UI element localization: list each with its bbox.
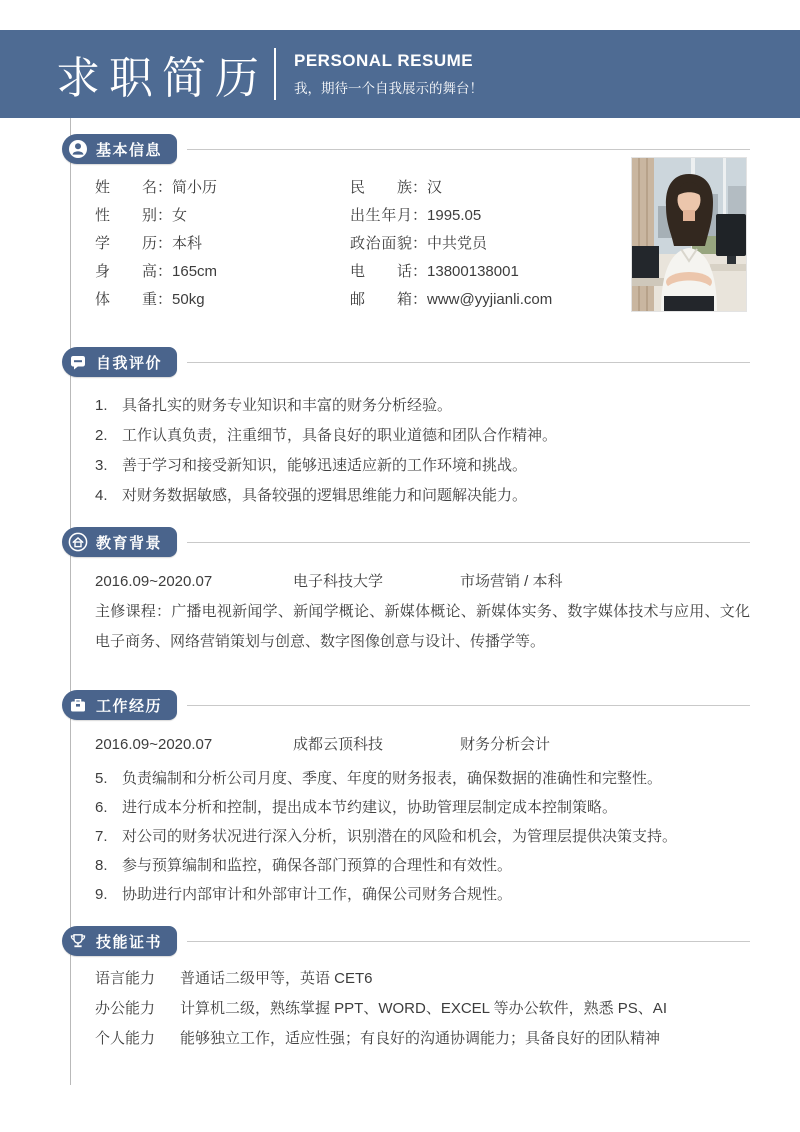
list-item <box>95 481 750 511</box>
education-date: 2016.09~2020.07 <box>95 573 213 590</box>
list-item <box>95 822 750 851</box>
list-number: 6. <box>95 799 108 816</box>
section-title: 工作经历 <box>96 697 163 715</box>
field-row: 身高：165cm <box>95 258 350 286</box>
skill-value: 普通话二级甲等，英语 CET6 <box>180 970 373 987</box>
section-divider <box>187 542 750 543</box>
field-label: 身高 <box>95 263 157 280</box>
work-row <box>62 720 750 760</box>
banner-subtitle: 我，期待一个自我展示的舞台！ <box>294 81 483 96</box>
field-label: 邮箱 <box>350 291 412 308</box>
comment-icon <box>67 351 89 373</box>
home-icon <box>67 531 89 553</box>
list-text: 协助进行内部审计和外部审计工作，确保公司财务合规性。 <box>122 886 513 903</box>
field-label: 学历 <box>95 235 157 252</box>
list-item <box>95 421 750 451</box>
briefcase-icon <box>67 694 89 716</box>
field-row: 邮箱：www@yyjianli.com <box>350 286 552 314</box>
resume-content <box>0 118 800 1054</box>
section-divider <box>187 149 750 150</box>
work-position: 财务分析会计 <box>460 736 551 753</box>
skill-label: 个人能力 <box>95 1030 156 1047</box>
section-title: 基本信息 <box>96 141 163 159</box>
list-text: 具备扎实的财务专业知识和丰富的财务分析经验。 <box>122 397 453 414</box>
list-item <box>95 391 750 421</box>
list-item <box>95 880 750 909</box>
list-text: 进行成本分析和控制，提出成本节约建议，协助管理层制定成本控制策略。 <box>122 799 618 816</box>
section-title: 自我评价 <box>96 354 163 372</box>
skill-value: 计算机二级，熟练掌握 PPT、WORD、EXCEL 等办公软件，熟悉 PS、AI <box>180 1000 667 1017</box>
field-row: 出生年月：1995.05 <box>350 202 552 230</box>
list-text: 参与预算编制和监控，确保各部门预算的合理性和有效性。 <box>122 857 513 874</box>
field-label: 民族 <box>350 179 412 196</box>
header-banner <box>0 30 800 118</box>
education-courses: 主修课程：广播电视新闻学、新闻学概论、新媒体概论、新媒体实务、数字媒体技术与应用、文化电子商务、网络营销策划与创意、数字图像创意与设计、传播学等。 <box>95 603 750 650</box>
section-badge-work <box>62 690 177 720</box>
section-badge-basic <box>62 134 177 164</box>
section-divider <box>187 705 750 706</box>
list-number: 4. <box>95 487 108 504</box>
list-text: 工作认真负责，注重细节，具备良好的职业道德和团队合作精神。 <box>122 427 558 444</box>
logo-text: 求职简历 <box>56 54 268 103</box>
field-row: 政治面貌：中共党员 <box>350 230 552 258</box>
skill-label: 语言能力 <box>95 970 156 987</box>
field-value: 简小历 <box>172 179 218 196</box>
list-number: 2. <box>95 427 108 444</box>
skill-row <box>95 1024 750 1054</box>
work-company: 成都云顶科技 <box>293 736 384 753</box>
section-basic-info <box>62 134 750 314</box>
person-icon <box>67 138 89 160</box>
field-label: 政治面貌 <box>350 235 412 252</box>
field-label: 出生年月 <box>350 207 412 224</box>
list-number: 8. <box>95 857 108 874</box>
trophy-icon <box>67 930 89 952</box>
section-divider <box>187 362 750 363</box>
list-text: 善于学习和接受新知识，能够迅速适应新的工作环境和挑战。 <box>122 457 528 474</box>
field-label: 姓名 <box>95 179 157 196</box>
list-item <box>95 451 750 481</box>
work-duty-list <box>62 760 750 909</box>
section-title: 教育背景 <box>96 534 163 552</box>
field-value: 汉 <box>427 179 443 196</box>
basic-fields-right <box>350 174 552 314</box>
section-header <box>62 347 750 377</box>
skill-row <box>95 994 750 1024</box>
field-value: 本科 <box>172 235 203 252</box>
field-row: 姓名：简小历 <box>95 174 350 202</box>
skill-row <box>95 964 750 994</box>
field-label: 电话 <box>350 263 412 280</box>
list-text: 对财务数据敏感，具备较强的逻辑思维能力和问题解决能力。 <box>122 487 528 504</box>
list-item <box>95 764 750 793</box>
section-badge-self-eval <box>62 347 177 377</box>
field-value: 13800138001 <box>427 263 519 280</box>
list-item <box>95 793 750 822</box>
field-label: 性别 <box>95 207 157 224</box>
list-number: 1. <box>95 397 108 414</box>
list-text: 负责编制和分析公司月度、季度、年度的财务报表，确保数据的准确性和完整性。 <box>122 770 663 787</box>
list-item <box>95 851 750 880</box>
section-badge-skills <box>62 926 177 956</box>
basic-fields-left <box>95 174 350 314</box>
field-row: 性别：女 <box>95 202 350 230</box>
list-number: 5. <box>95 770 108 787</box>
field-row: 民族：汉 <box>350 174 552 202</box>
english-title: PERSONAL RESUME <box>294 51 474 70</box>
field-row: 电话：13800138001 <box>350 258 552 286</box>
field-row: 体重：50kg <box>95 286 350 314</box>
section-title: 技能证书 <box>96 933 163 951</box>
field-value: 1995.05 <box>427 207 482 224</box>
skill-value: 能够独立工作，适应性强；有良好的沟通协调能力；具备良好的团队精神 <box>180 1030 661 1047</box>
section-header <box>62 926 750 956</box>
education-school: 电子科技大学 <box>293 573 384 590</box>
field-value: 女 <box>172 207 188 224</box>
section-header <box>62 690 750 720</box>
list-number: 9. <box>95 886 108 903</box>
education-row <box>62 557 750 597</box>
field-value: 165cm <box>172 263 218 280</box>
banner-right <box>294 51 483 97</box>
section-badge-education <box>62 527 177 557</box>
field-label: 体重 <box>95 291 157 308</box>
list-number: 3. <box>95 457 108 474</box>
education-major: 市场营销 / 本科 <box>460 573 563 590</box>
work-date: 2016.09~2020.07 <box>95 736 213 753</box>
field-value: www@yyjianli.com <box>427 291 553 308</box>
section-education <box>62 527 750 657</box>
banner-divider <box>274 48 276 100</box>
self-eval-list <box>62 377 750 511</box>
field-row: 学历：本科 <box>95 230 350 258</box>
skill-label: 办公能力 <box>95 1000 156 1017</box>
list-number: 7. <box>95 828 108 845</box>
section-work-experience <box>62 690 750 909</box>
field-value: 50kg <box>172 291 205 308</box>
skill-list <box>62 956 750 1054</box>
section-header <box>62 527 750 557</box>
profile-photo <box>632 158 746 311</box>
list-text: 对公司的财务状况进行深入分析，识别潜在的风险和机会，为管理层提供决策支持。 <box>122 828 678 845</box>
field-value: 中共党员 <box>427 235 488 252</box>
section-self-evaluation <box>62 347 750 511</box>
section-divider <box>187 941 750 942</box>
section-skills <box>62 926 750 1054</box>
